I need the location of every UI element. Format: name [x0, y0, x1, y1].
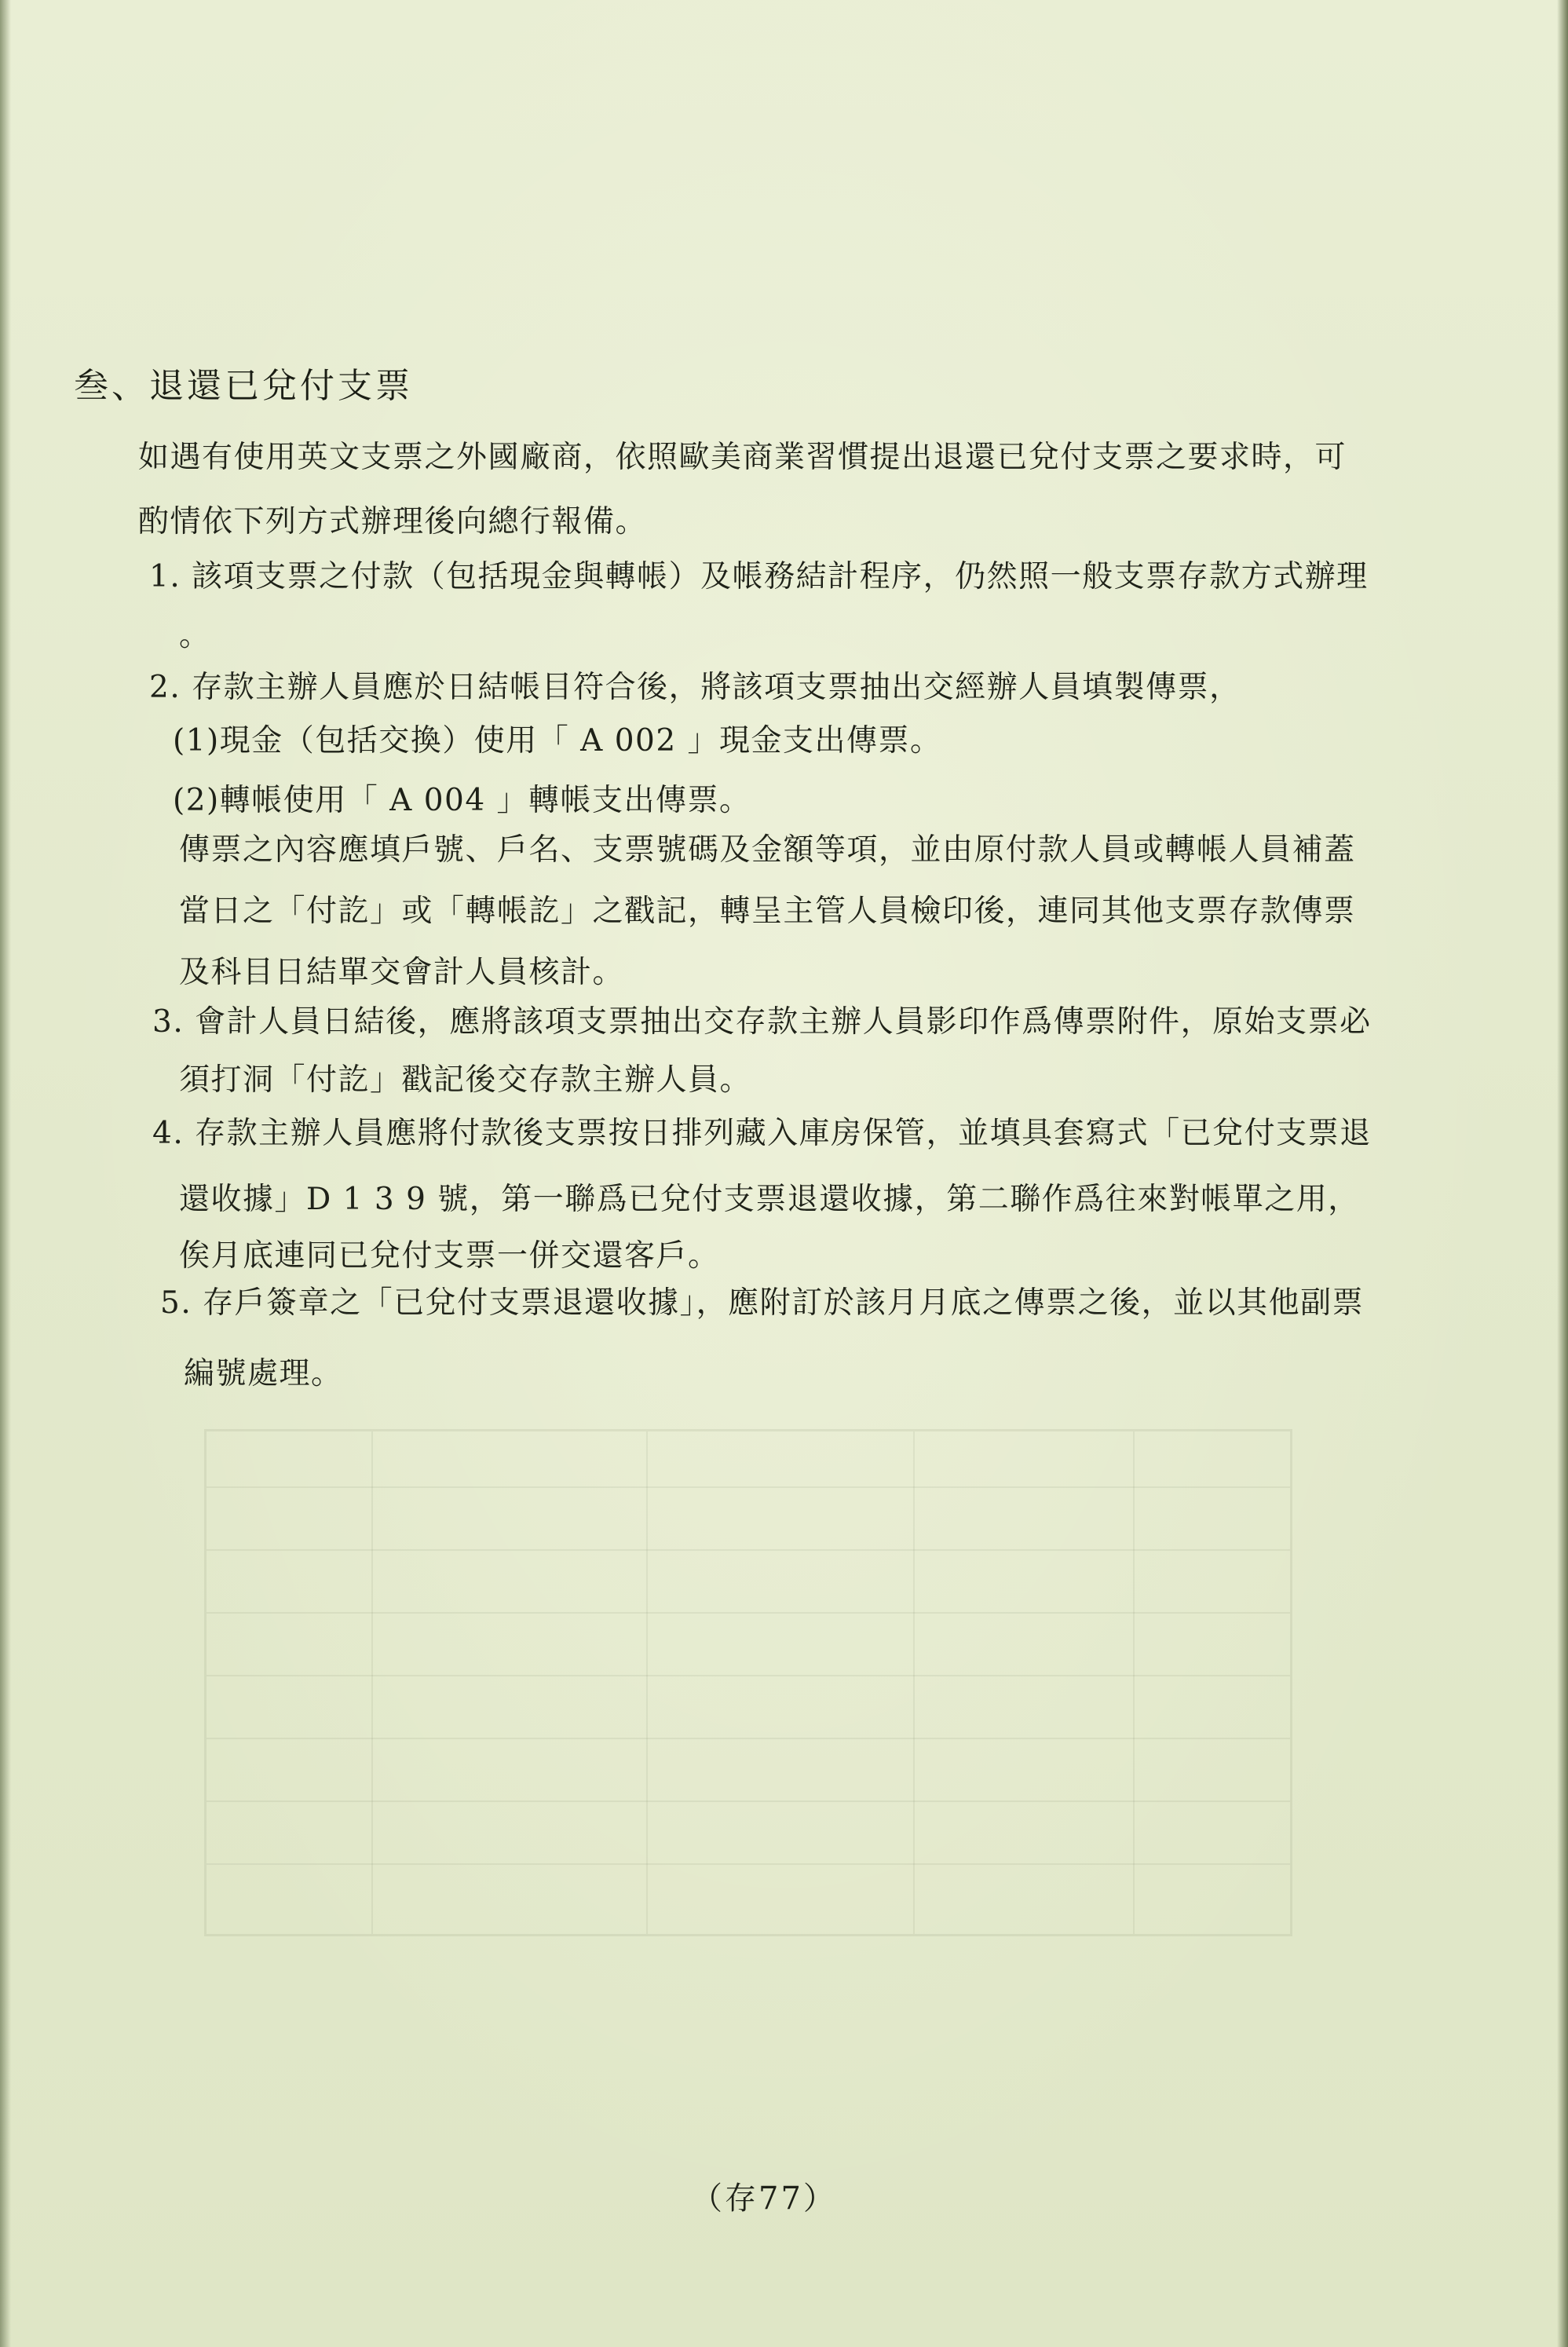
list-item-5: 5. 存戶簽章之「已兌付支票退還收據」，應附訂於該月月底之傳票之後，並以其他副票 [160, 1285, 1365, 1321]
page-right-edge [1557, 0, 1568, 2347]
sub-item-2: (2)轉帳使用「 A 004 」轉帳支出傳票。 [173, 783, 751, 818]
list-item-3: 3. 會計人員日結後，應將該項支票抽出交存款主辦人員影印作爲傳票附件，原始支票必 [152, 1004, 1372, 1040]
list-item-2: 2. 存款主辦人員應於日結帳目符合後，將該項支票抽出交經辦人員填製傳票， [149, 670, 1241, 705]
body-line: 傳票之內容應填戶號、戶名、支票號碼及金額等項，並由原付款人員或轉帳人員補蓋 [179, 832, 1356, 868]
body-line: 須打洞「付訖」戳記後交存款主辦人員。 [179, 1062, 752, 1098]
body-line: 如遇有使用英文支票之外國廠商，依照歐美商業習慣提出退還已兌付支票之要求時，可 [138, 440, 1347, 475]
body-line: 俟月底連同已兌付支票一併交還客戶。 [179, 1238, 720, 1274]
list-item-1: 1. 該項支票之付款（包括現金與轉帳）及帳務結計程序，仍然照一般支票存款方式辦理 [149, 559, 1369, 594]
list-item-4: 4. 存款主辦人員應將付款後支票按日排列藏入庫房保管，並填具套寫式「已兌付支票退 [152, 1116, 1372, 1151]
section-heading: 叁、退還已兌付支票 [74, 366, 413, 406]
body-line: 酌情依下列方式辦理後向總行報備。 [138, 504, 648, 539]
body-line: 。 [179, 618, 211, 653]
page-number: （存77） [691, 2181, 837, 2217]
bleed-through-form [204, 1429, 1292, 1936]
body-line: 編號處理。 [184, 1356, 343, 1391]
page-left-edge [0, 0, 11, 2347]
body-line: 當日之「付訖」或「轉帳訖」之戳記，轉呈主管人員檢印後，連同其他支票存款傳票 [179, 894, 1356, 929]
body-line: 還收據」D 1 3 9 號，第一聯爲已兌付支票退還收據，第二聯作爲往來對帳單之用， [179, 1182, 1360, 1217]
body-line: 及科目日結單交會計人員核計。 [179, 955, 625, 990]
sub-item-1: (1)現金（包括交換）使用「 A 002 」現金支出傳票。 [173, 723, 942, 759]
